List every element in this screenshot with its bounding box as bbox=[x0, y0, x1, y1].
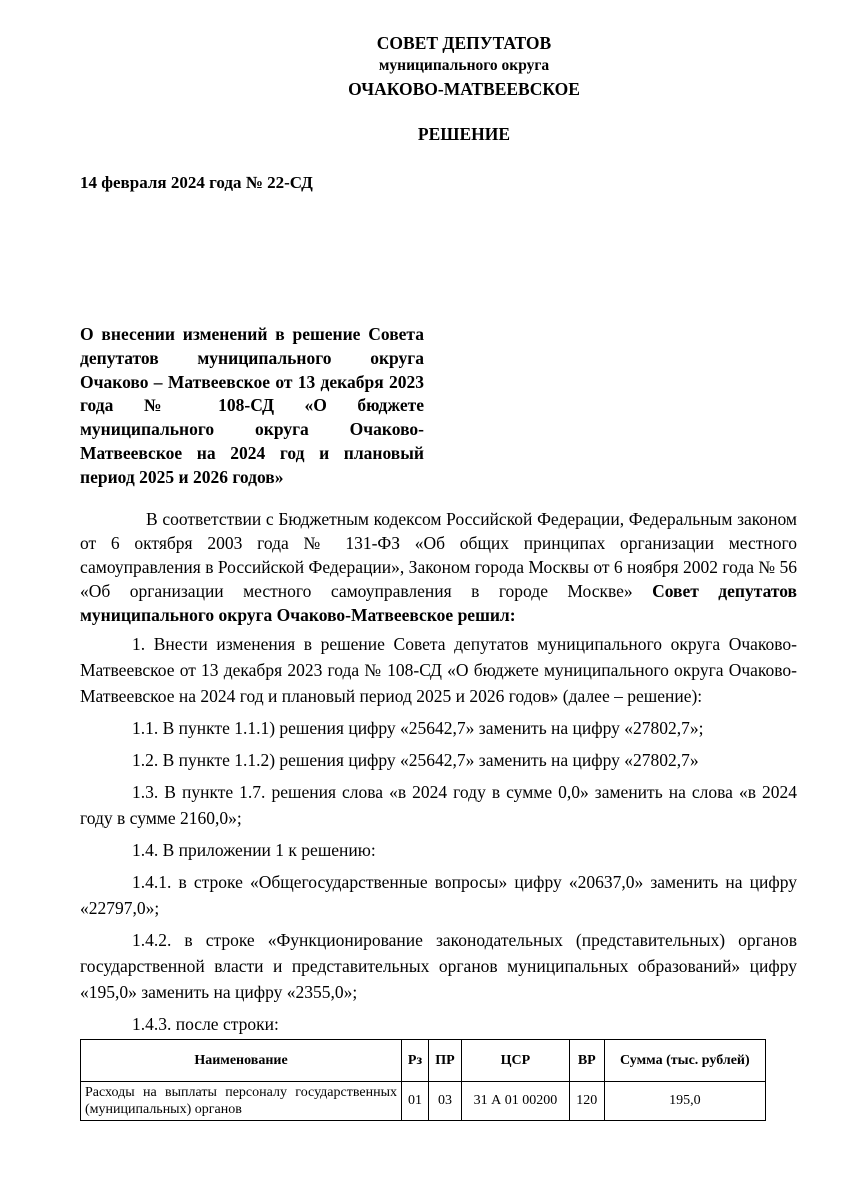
decision-title: О внесении изменений в решение Совета депутатов муниципального округа Очаково – Матвеевское от 13 декабря 2023 года № 108-СД «О бюджете муниципального округа Очаково-Матвеевское на 2024 год и плановый период 2025 и 2026 годов» bbox=[80, 324, 424, 487]
cell-rz: 01 bbox=[402, 1082, 429, 1121]
cell-name: Расходы на выплаты персоналу государственных (муниципальных) органов bbox=[81, 1082, 402, 1121]
col-header-rz: Рз bbox=[402, 1040, 429, 1082]
item-1-2: 1.2. В пункте 1.1.2) решения цифру «25642,7» заменить на цифру «27802,7» bbox=[132, 750, 699, 770]
cell-sum: 195,0 bbox=[604, 1082, 765, 1121]
cell-vr: 120 bbox=[569, 1082, 604, 1121]
item-1: 1. Внести изменения в решение Совета депутатов муниципального округа Очаково-Матвеевское от 13 декабря 2023 года № 108-СД «О бюджете муниципального округа Очаково-Матвеевское на 2024 год и плановый период 2025 и 2026 годов» (далее – решение): bbox=[80, 634, 797, 706]
col-header-sum: Сумма (тыс. рублей) bbox=[604, 1040, 765, 1082]
cell-pr: 03 bbox=[428, 1082, 461, 1121]
district-name: ОЧАКОВО-МАТВЕЕВСКОЕ bbox=[348, 79, 580, 99]
col-header-vr: ВР bbox=[569, 1040, 604, 1082]
decision-date-number: 14 февраля 2024 года № 22-СД bbox=[80, 173, 313, 192]
item-1-4-2: 1.4.2. в строке «Функционирование законодательных (представительных) органов государственной власти и представительных органов муниципальных образований» цифру «195,0» заменить на цифру «2355,0»; bbox=[80, 930, 797, 1002]
cell-csr: 31 А 01 00200 bbox=[462, 1082, 570, 1121]
document-type: РЕШЕНИЕ bbox=[417, 124, 511, 144]
item-1-1: 1.1. В пункте 1.1.1) решения цифру «25642,7» заменить на цифру «27802,7»; bbox=[132, 718, 704, 738]
item-1-4-3: 1.4.3. после строки: bbox=[132, 1014, 279, 1034]
item-1-4-1: 1.4.1. в строке «Общегосударственные вопросы» цифру «20637,0» заменить на цифру «22797,0»; bbox=[80, 872, 797, 918]
table-row bbox=[81, 1082, 766, 1121]
table-header-row bbox=[81, 1040, 766, 1082]
preamble bbox=[80, 507, 797, 627]
budget-table bbox=[80, 1039, 766, 1121]
document-body bbox=[80, 507, 797, 1037]
council-subtitle: муниципального округа bbox=[378, 57, 550, 74]
col-header-pr: ПР bbox=[428, 1040, 461, 1082]
col-header-name: Наименование bbox=[81, 1040, 402, 1082]
item-1-4: 1.4. В приложении 1 к решению: bbox=[132, 840, 376, 860]
preamble-resolution: Совет депутатов муниципального округа Очаково-Матвеевское решил: bbox=[80, 581, 797, 625]
col-header-csr: ЦСР bbox=[462, 1040, 570, 1082]
preamble-text: В соответствии с Бюджетным кодексом Российской Федерации, Федеральным законом от 6 октября 2003 года № 131-ФЗ «Об общих принципах организации местного самоуправления в Российской Федерации», Законом города Москвы от 6 ноября 2002 года № 56 «Об организации местного самоуправления в городе Москве» bbox=[80, 509, 797, 601]
item-1-3: 1.3. В пункте 1.7. решения слова «в 2024 году в сумме 0,0» заменить на слова «в 2024 году в сумме 2160,0»; bbox=[80, 782, 797, 828]
council-title: СОВЕТ ДЕПУТАТОВ bbox=[376, 33, 552, 53]
